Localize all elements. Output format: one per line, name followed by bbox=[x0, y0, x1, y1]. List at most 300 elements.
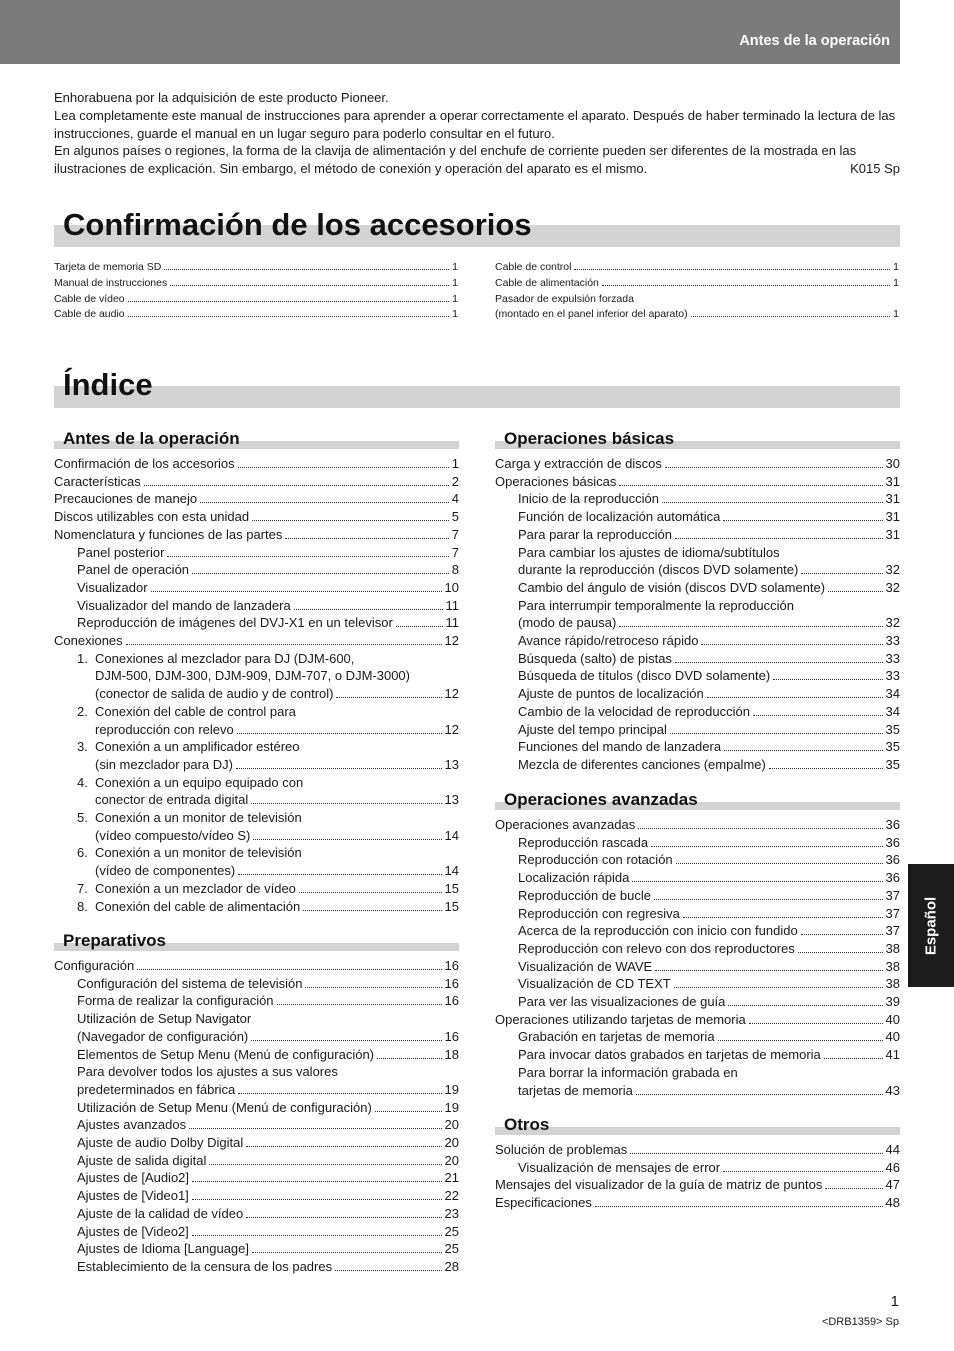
toc-entry-page: 1 bbox=[893, 308, 899, 321]
toc-entry-title bbox=[54, 276, 167, 292]
toc-entry-title bbox=[518, 579, 825, 597]
toc-entry-page: 47 bbox=[885, 1177, 900, 1193]
toc-entry-text: Localización rápida bbox=[518, 870, 630, 886]
toc-entry-text: Cable de audio bbox=[54, 308, 125, 321]
toc-entry-text: (vídeo de componentes) bbox=[95, 863, 236, 879]
toc-basicas bbox=[495, 455, 900, 774]
toc-entry bbox=[495, 738, 900, 756]
toc-entry bbox=[495, 685, 900, 703]
toc-entry bbox=[495, 276, 899, 292]
leader-dots bbox=[674, 987, 883, 988]
toc-entry-text: Cable de alimentación bbox=[495, 276, 599, 289]
section-title-antes: Antes de la operación bbox=[63, 429, 240, 448]
toc-entry-number: 1. bbox=[77, 650, 88, 666]
intro-code: K015 Sp bbox=[850, 161, 900, 177]
leader-dots bbox=[238, 1093, 441, 1094]
toc-entry bbox=[495, 579, 900, 597]
leader-dots bbox=[285, 538, 448, 539]
toc-entry-page: 33 bbox=[885, 668, 900, 684]
toc-entry-text: Conexiones bbox=[54, 633, 123, 649]
toc-entry bbox=[54, 1134, 459, 1152]
toc-entry-title bbox=[95, 721, 234, 739]
toc-entry-title bbox=[518, 738, 721, 756]
toc-entry-title bbox=[77, 597, 291, 615]
toc-entry bbox=[495, 922, 900, 940]
toc-entry-page: 16 bbox=[444, 993, 459, 1009]
section-title-basicas: Operaciones básicas bbox=[504, 429, 675, 448]
toc-entry-title bbox=[77, 579, 148, 597]
toc-entry-title bbox=[518, 940, 795, 958]
toc-entry-text: Ajuste de audio Dolby Digital bbox=[77, 1135, 244, 1151]
toc-entry-text: Manual de instrucciones bbox=[54, 276, 168, 289]
toc-entry-page: 11 bbox=[445, 597, 459, 613]
leader-dots bbox=[676, 863, 883, 864]
title-band bbox=[54, 386, 900, 408]
toc-entry-text: Ajustes de [Video1] bbox=[77, 1188, 189, 1204]
toc-entry-page: 20 bbox=[444, 1152, 459, 1168]
toc-entry-text: Cambio del ángulo de visión (discos DVD solamente) bbox=[518, 579, 826, 595]
toc-entry-title bbox=[518, 526, 672, 544]
toc-entry bbox=[54, 756, 459, 774]
toc-entry bbox=[54, 490, 459, 508]
toc-entry-title bbox=[95, 668, 410, 683]
toc-entry-title bbox=[77, 845, 302, 860]
toc-entry bbox=[495, 260, 899, 276]
leader-dots bbox=[192, 1199, 442, 1200]
toc-entry-title bbox=[495, 455, 662, 473]
toc-entry bbox=[495, 307, 899, 323]
toc-entry-title bbox=[77, 704, 296, 719]
toc-entry-text: Cable de control bbox=[495, 261, 572, 273]
toc-entry-title bbox=[518, 1065, 738, 1080]
language-tab bbox=[908, 864, 954, 987]
toc-entry bbox=[495, 1194, 900, 1212]
leader-dots bbox=[151, 591, 442, 592]
toc-entry-page: 19 bbox=[444, 1081, 459, 1097]
toc-entry-page: 40 bbox=[885, 1011, 900, 1027]
toc-entry bbox=[54, 544, 459, 562]
toc-entry-text: Forma de realizar la configuración bbox=[77, 993, 274, 1009]
toc-entry-text: Operaciones avanzadas bbox=[495, 817, 636, 832]
toc-entry bbox=[54, 276, 458, 292]
toc-entry-page: 18 bbox=[444, 1046, 459, 1062]
toc-entry bbox=[54, 1010, 459, 1028]
leader-dots bbox=[137, 969, 441, 970]
leader-dots bbox=[636, 1094, 883, 1095]
toc-entry-page: 1 bbox=[451, 456, 459, 471]
toc-entry bbox=[54, 1258, 459, 1276]
toc-entry-title bbox=[518, 1046, 821, 1064]
toc-entry-title bbox=[95, 862, 235, 880]
toc-entry-title bbox=[518, 869, 629, 887]
toc-entry-title bbox=[77, 1116, 186, 1134]
toc-entry-page: 7 bbox=[451, 544, 459, 560]
toc-entry bbox=[54, 597, 459, 615]
toc-entry bbox=[54, 880, 459, 898]
toc-entry-title bbox=[95, 685, 333, 703]
toc-entry-title bbox=[518, 650, 672, 668]
toc-entry-text: Ajustes avanzados bbox=[77, 1117, 187, 1133]
toc-entry-title bbox=[77, 1081, 235, 1099]
toc-entry bbox=[54, 1187, 459, 1205]
toc-entry-title bbox=[54, 508, 249, 526]
toc-entry-text: Conexión a un monitor de televisión bbox=[95, 845, 302, 861]
section-title-preparativos: Preparativos bbox=[63, 931, 166, 950]
toc-entry-text: Conexión a un amplificador estéreo bbox=[95, 739, 300, 755]
toc-entry-page: 8 bbox=[451, 562, 459, 578]
toc-entry-text: Para interrumpir temporalmente la reproducción bbox=[518, 597, 795, 613]
toc-entry bbox=[495, 544, 900, 562]
toc-entry-page: 39 bbox=[885, 994, 900, 1010]
toc-entry-page: 37 bbox=[885, 905, 900, 921]
toc-entry-text: conector de entrada digital bbox=[95, 792, 249, 808]
toc-entry bbox=[495, 1046, 900, 1064]
toc-entry-title bbox=[54, 526, 282, 544]
toc-entry-page: 35 bbox=[885, 721, 900, 737]
toc-entry-page: 16 bbox=[444, 1028, 459, 1044]
toc-entry bbox=[54, 260, 458, 276]
toc-entry bbox=[54, 526, 459, 544]
toc-entry-page: 31 bbox=[885, 526, 900, 542]
toc-entry-title bbox=[518, 703, 750, 721]
toc-entry bbox=[495, 1159, 900, 1177]
toc-entry-title bbox=[518, 614, 616, 632]
language-tab-label: Español bbox=[922, 896, 940, 955]
toc-entry bbox=[54, 975, 459, 993]
leader-dots bbox=[251, 803, 441, 804]
toc-entry bbox=[495, 905, 900, 923]
leader-dots bbox=[189, 1128, 441, 1129]
leader-dots bbox=[238, 467, 449, 468]
toc-entry-page: 12 bbox=[444, 721, 459, 737]
leader-dots bbox=[209, 1164, 441, 1165]
document-id: <DRB1359> Sp bbox=[821, 1316, 899, 1328]
toc-entry-page: 20 bbox=[444, 1117, 459, 1133]
leader-dots bbox=[251, 1040, 441, 1041]
toc-entry-text: Visualizador del mando de lanzadera bbox=[77, 597, 291, 613]
toc-entry-title bbox=[77, 975, 302, 993]
toc-entry-title bbox=[518, 887, 651, 905]
toc-entry-number: 3. bbox=[77, 739, 88, 755]
toc-entry-text: Discos utilizables con esta unidad bbox=[54, 509, 250, 525]
toc-entry-title bbox=[518, 508, 720, 526]
toc-entry-title bbox=[77, 1152, 206, 1170]
toc-entry-text: Establecimiento de la censura de los padres bbox=[77, 1258, 333, 1274]
leader-dots bbox=[707, 697, 883, 698]
toc-entry-text: Para cambiar los ajustes de idioma/subtítulos bbox=[518, 544, 780, 560]
toc-entry-page: 1 bbox=[893, 261, 899, 273]
leader-dots bbox=[753, 715, 883, 716]
toc-entry-page: 48 bbox=[885, 1195, 900, 1211]
toc-entry bbox=[495, 816, 900, 834]
leader-dots bbox=[723, 1171, 882, 1172]
page-number: 1 bbox=[890, 1293, 899, 1310]
leader-dots bbox=[574, 269, 890, 270]
toc-entry bbox=[495, 561, 900, 579]
toc-entry-text: DJM-500, DJM-300, DJM-909, DJM-707, o DJM-3000) bbox=[95, 668, 410, 684]
toc-entry-text: (Navegador de configuración) bbox=[77, 1028, 249, 1044]
toc-entry-title bbox=[77, 810, 302, 825]
toc-entry-page: 23 bbox=[444, 1205, 459, 1221]
toc-entry-page: 22 bbox=[444, 1188, 459, 1204]
toc-entry-page: 35 bbox=[885, 739, 900, 755]
toc-entry-page: 1 bbox=[893, 276, 899, 289]
toc-entry-page: 38 bbox=[885, 958, 900, 974]
toc-entry-text: Ajuste de puntos de localización bbox=[518, 686, 704, 702]
toc-entry-title bbox=[518, 1082, 633, 1100]
toc-entry-text: Configuración bbox=[54, 958, 135, 973]
toc-entry bbox=[495, 1028, 900, 1046]
toc-entry bbox=[54, 667, 459, 685]
toc-entry-number: 5. bbox=[77, 810, 88, 826]
leader-dots bbox=[164, 269, 449, 270]
toc-entry-title bbox=[518, 834, 648, 852]
toc-entry-text: Para parar la reproducción bbox=[518, 526, 672, 542]
toc-entry-page: 36 bbox=[885, 870, 900, 886]
toc-entry-title bbox=[518, 851, 673, 869]
leader-dots bbox=[236, 768, 442, 769]
toc-entry-title bbox=[518, 756, 766, 774]
toc-entry-page: 12 bbox=[444, 633, 459, 649]
toc-entry-page: 14 bbox=[444, 827, 459, 843]
leader-dots bbox=[128, 301, 450, 302]
leader-dots bbox=[728, 1005, 882, 1006]
toc-entry-number: 6. bbox=[77, 845, 88, 861]
toc-entry-title bbox=[54, 957, 134, 975]
toc-entry-title bbox=[495, 276, 599, 292]
toc-entry-page: 13 bbox=[444, 756, 459, 772]
toc-entry bbox=[495, 526, 900, 544]
toc-entry bbox=[54, 738, 459, 756]
toc-entry bbox=[495, 1064, 900, 1082]
leader-dots bbox=[192, 1235, 442, 1236]
toc-entry-text: Para invocar datos grabados en tarjetas de memoria bbox=[518, 1047, 821, 1063]
toc-entry-text: Reproducción de bucle bbox=[518, 887, 651, 903]
toc-entry-title bbox=[54, 260, 161, 276]
toc-entry-title bbox=[77, 1187, 189, 1205]
toc-entry bbox=[54, 1081, 459, 1099]
accesorios-title: Confirmación de los accesorios bbox=[63, 207, 532, 242]
toc-entry-title bbox=[495, 816, 635, 834]
leader-dots bbox=[824, 1058, 883, 1059]
toc-entry bbox=[495, 703, 900, 721]
toc-entry-text: Conexión a un monitor de televisión bbox=[95, 810, 302, 826]
toc-entry bbox=[495, 455, 900, 473]
toc-entry bbox=[54, 579, 459, 597]
toc-entry-title bbox=[518, 632, 698, 650]
accessory-list-right bbox=[495, 260, 899, 323]
toc-entry-text: Ajuste de salida digital bbox=[77, 1152, 207, 1168]
intro-paragraph: Enhorabuena por la adquisición de este producto Pioneer. bbox=[54, 90, 389, 105]
toc-entry-text: Conexión a un mezclador de vídeo bbox=[95, 880, 296, 896]
toc-entry-page: 41 bbox=[885, 1047, 900, 1063]
toc-entry-title bbox=[77, 1258, 332, 1276]
toc-entry bbox=[54, 1063, 459, 1081]
indice-title: Índice bbox=[63, 367, 153, 402]
toc-entry-title bbox=[495, 1141, 627, 1159]
toc-entry-page: 37 bbox=[885, 887, 900, 903]
toc-entry bbox=[54, 614, 459, 632]
toc-entry-text: Operaciones básicas bbox=[495, 473, 617, 489]
leader-dots bbox=[662, 502, 883, 503]
leader-dots bbox=[632, 881, 882, 882]
toc-entry-page: 1 bbox=[452, 261, 458, 273]
leader-dots bbox=[638, 828, 882, 829]
toc-entry bbox=[54, 685, 459, 703]
toc-entry-text: Reproducción con relevo con dos reproductores bbox=[518, 940, 795, 956]
toc-preparativos bbox=[54, 957, 459, 1276]
toc-entry bbox=[495, 940, 900, 958]
leader-dots bbox=[801, 573, 882, 574]
leader-dots bbox=[252, 520, 449, 521]
toc-entry-page: 2 bbox=[451, 473, 459, 489]
toc-entry-page: 25 bbox=[444, 1223, 459, 1239]
section-title-otros: Otros bbox=[504, 1115, 550, 1134]
toc-entry bbox=[495, 869, 900, 887]
leader-dots bbox=[773, 679, 882, 680]
toc-entry bbox=[495, 490, 900, 508]
accessory-list-left bbox=[54, 260, 458, 323]
toc-entry-page: 33 bbox=[885, 633, 900, 649]
toc-entry bbox=[495, 756, 900, 774]
leader-dots bbox=[237, 733, 442, 734]
toc-entry bbox=[54, 862, 459, 880]
leader-dots bbox=[701, 644, 882, 645]
toc-entry-page: 12 bbox=[444, 686, 459, 702]
toc-entry bbox=[54, 774, 459, 792]
leader-dots bbox=[377, 1058, 442, 1059]
leader-dots bbox=[192, 573, 449, 574]
leader-dots bbox=[396, 626, 443, 627]
toc-entry-text: (modo de pausa) bbox=[518, 615, 617, 631]
toc-entry-page: 38 bbox=[885, 976, 900, 992]
toc-entry-number: 8. bbox=[77, 898, 88, 914]
toc-entry-text: Operaciones utilizando tarjetas de memoria bbox=[495, 1011, 746, 1027]
toc-entry-text: Avance rápido/retroceso rápido bbox=[518, 633, 699, 649]
toc-entry-text: Ajustes de [Video2] bbox=[77, 1223, 189, 1239]
toc-entry-title bbox=[518, 721, 667, 739]
toc-entry-title bbox=[95, 827, 250, 845]
toc-entry bbox=[54, 561, 459, 579]
leader-dots bbox=[253, 839, 441, 840]
toc-entry-page: 1 bbox=[452, 292, 458, 305]
toc-entry-page: 11 bbox=[445, 615, 459, 631]
toc-entry bbox=[54, 957, 459, 975]
toc-entry bbox=[54, 473, 459, 491]
toc-entry bbox=[495, 851, 900, 869]
toc-otros bbox=[495, 1141, 900, 1212]
toc-entry-title bbox=[77, 1169, 189, 1187]
toc-entry bbox=[54, 1099, 459, 1117]
toc-entry-title bbox=[495, 1176, 822, 1194]
toc-entry-text: Carga y extracción de discos bbox=[495, 456, 662, 471]
leader-dots bbox=[336, 697, 441, 698]
leader-dots bbox=[170, 285, 449, 286]
toc-entry-page: 35 bbox=[885, 756, 900, 772]
toc-entry-text: Conexiones al mezclador para DJ (DJM-600, bbox=[95, 650, 355, 666]
toc-entry bbox=[54, 1169, 459, 1187]
toc-entry-title bbox=[77, 1223, 189, 1241]
toc-entry-page: 16 bbox=[444, 958, 459, 973]
toc-entry-page: 1 bbox=[452, 308, 458, 321]
toc-entry-text: Cambio de la velocidad de reproducción bbox=[518, 703, 750, 719]
toc-entry-page: 31 bbox=[885, 473, 900, 489]
leader-dots bbox=[718, 1040, 883, 1041]
toc-entry-title bbox=[77, 992, 274, 1010]
intro-paragraph: Lea completamente este manual de instrucciones para aprender a operar correctamente el aparato. Después de haber terminado la lectura de las instrucciones, guarde el manual en un lugar seguro para poderlo consultar en el futuro. bbox=[54, 107, 896, 141]
toc-entry-text: Configuración del sistema de televisión bbox=[77, 975, 303, 991]
toc-entry-text: Características bbox=[54, 473, 141, 489]
toc-entry-title bbox=[77, 898, 300, 916]
toc-entry-title bbox=[77, 614, 393, 632]
toc-entry-text: Para devolver todos los ajustes a sus valores bbox=[77, 1064, 338, 1080]
toc-entry-text: Función de localización automática bbox=[518, 509, 721, 525]
leader-dots bbox=[665, 467, 883, 468]
toc-entry bbox=[495, 887, 900, 905]
toc-entry bbox=[495, 993, 900, 1011]
leader-dots bbox=[651, 846, 882, 847]
toc-entry-title bbox=[495, 307, 688, 323]
toc-entry-text: Solución de problemas bbox=[495, 1142, 628, 1157]
toc-avanzadas bbox=[495, 816, 900, 1099]
toc-entry bbox=[495, 834, 900, 852]
toc-entry-text: Ajuste del tempo principal bbox=[518, 721, 667, 737]
toc-entry-title bbox=[77, 1028, 248, 1046]
toc-entry-text: Para borrar la información grabada en bbox=[518, 1064, 738, 1080]
toc-entry-title bbox=[518, 561, 798, 579]
leader-dots bbox=[670, 733, 883, 734]
toc-entry-text: Conexión del cable de control para bbox=[95, 703, 296, 719]
toc-entry-text: Acerca de la reproducción con inicio con fundido bbox=[518, 923, 798, 939]
toc-entry-title bbox=[495, 473, 616, 491]
leader-dots bbox=[691, 316, 891, 317]
leader-dots bbox=[723, 520, 882, 521]
toc-entry-title bbox=[95, 756, 233, 774]
leader-dots bbox=[305, 987, 441, 988]
toc-entry-title bbox=[77, 561, 189, 579]
toc-entry-page: 10 bbox=[444, 579, 459, 595]
leader-dots bbox=[167, 556, 448, 557]
leader-dots bbox=[375, 1111, 442, 1112]
toc-entry-title bbox=[495, 293, 634, 305]
toc-entry-title bbox=[495, 260, 571, 276]
toc-entry-title bbox=[54, 292, 125, 308]
toc-entry-page: 32 bbox=[885, 579, 900, 595]
leader-dots bbox=[724, 750, 882, 751]
toc-entry bbox=[54, 703, 459, 721]
toc-entry-text: reproducción con relevo bbox=[95, 721, 234, 737]
toc-entry bbox=[495, 1176, 900, 1194]
toc-entry-text: Funciones del mando de lanzadera bbox=[518, 739, 722, 755]
leader-dots bbox=[619, 626, 882, 627]
toc-entry bbox=[54, 721, 459, 739]
toc-entry-text: Reproducción de imágenes del DVJ-X1 en un televisor bbox=[77, 615, 393, 631]
leader-dots bbox=[683, 917, 883, 918]
toc-entry-text: durante la reproducción (discos DVD solamente) bbox=[518, 562, 799, 578]
toc-entry-page: 36 bbox=[885, 817, 900, 832]
toc-entry-title bbox=[54, 490, 197, 508]
section-title-avanzadas: Operaciones avanzadas bbox=[504, 790, 698, 809]
leader-dots bbox=[294, 609, 443, 610]
toc-entry-title bbox=[518, 685, 704, 703]
toc-entry-page: 30 bbox=[885, 456, 900, 471]
toc-entry bbox=[54, 809, 459, 827]
toc-antes bbox=[54, 455, 459, 915]
section-band bbox=[495, 1127, 900, 1135]
leader-dots bbox=[801, 934, 883, 935]
toc-entry-page: 40 bbox=[885, 1029, 900, 1045]
toc-entry bbox=[54, 1028, 459, 1046]
